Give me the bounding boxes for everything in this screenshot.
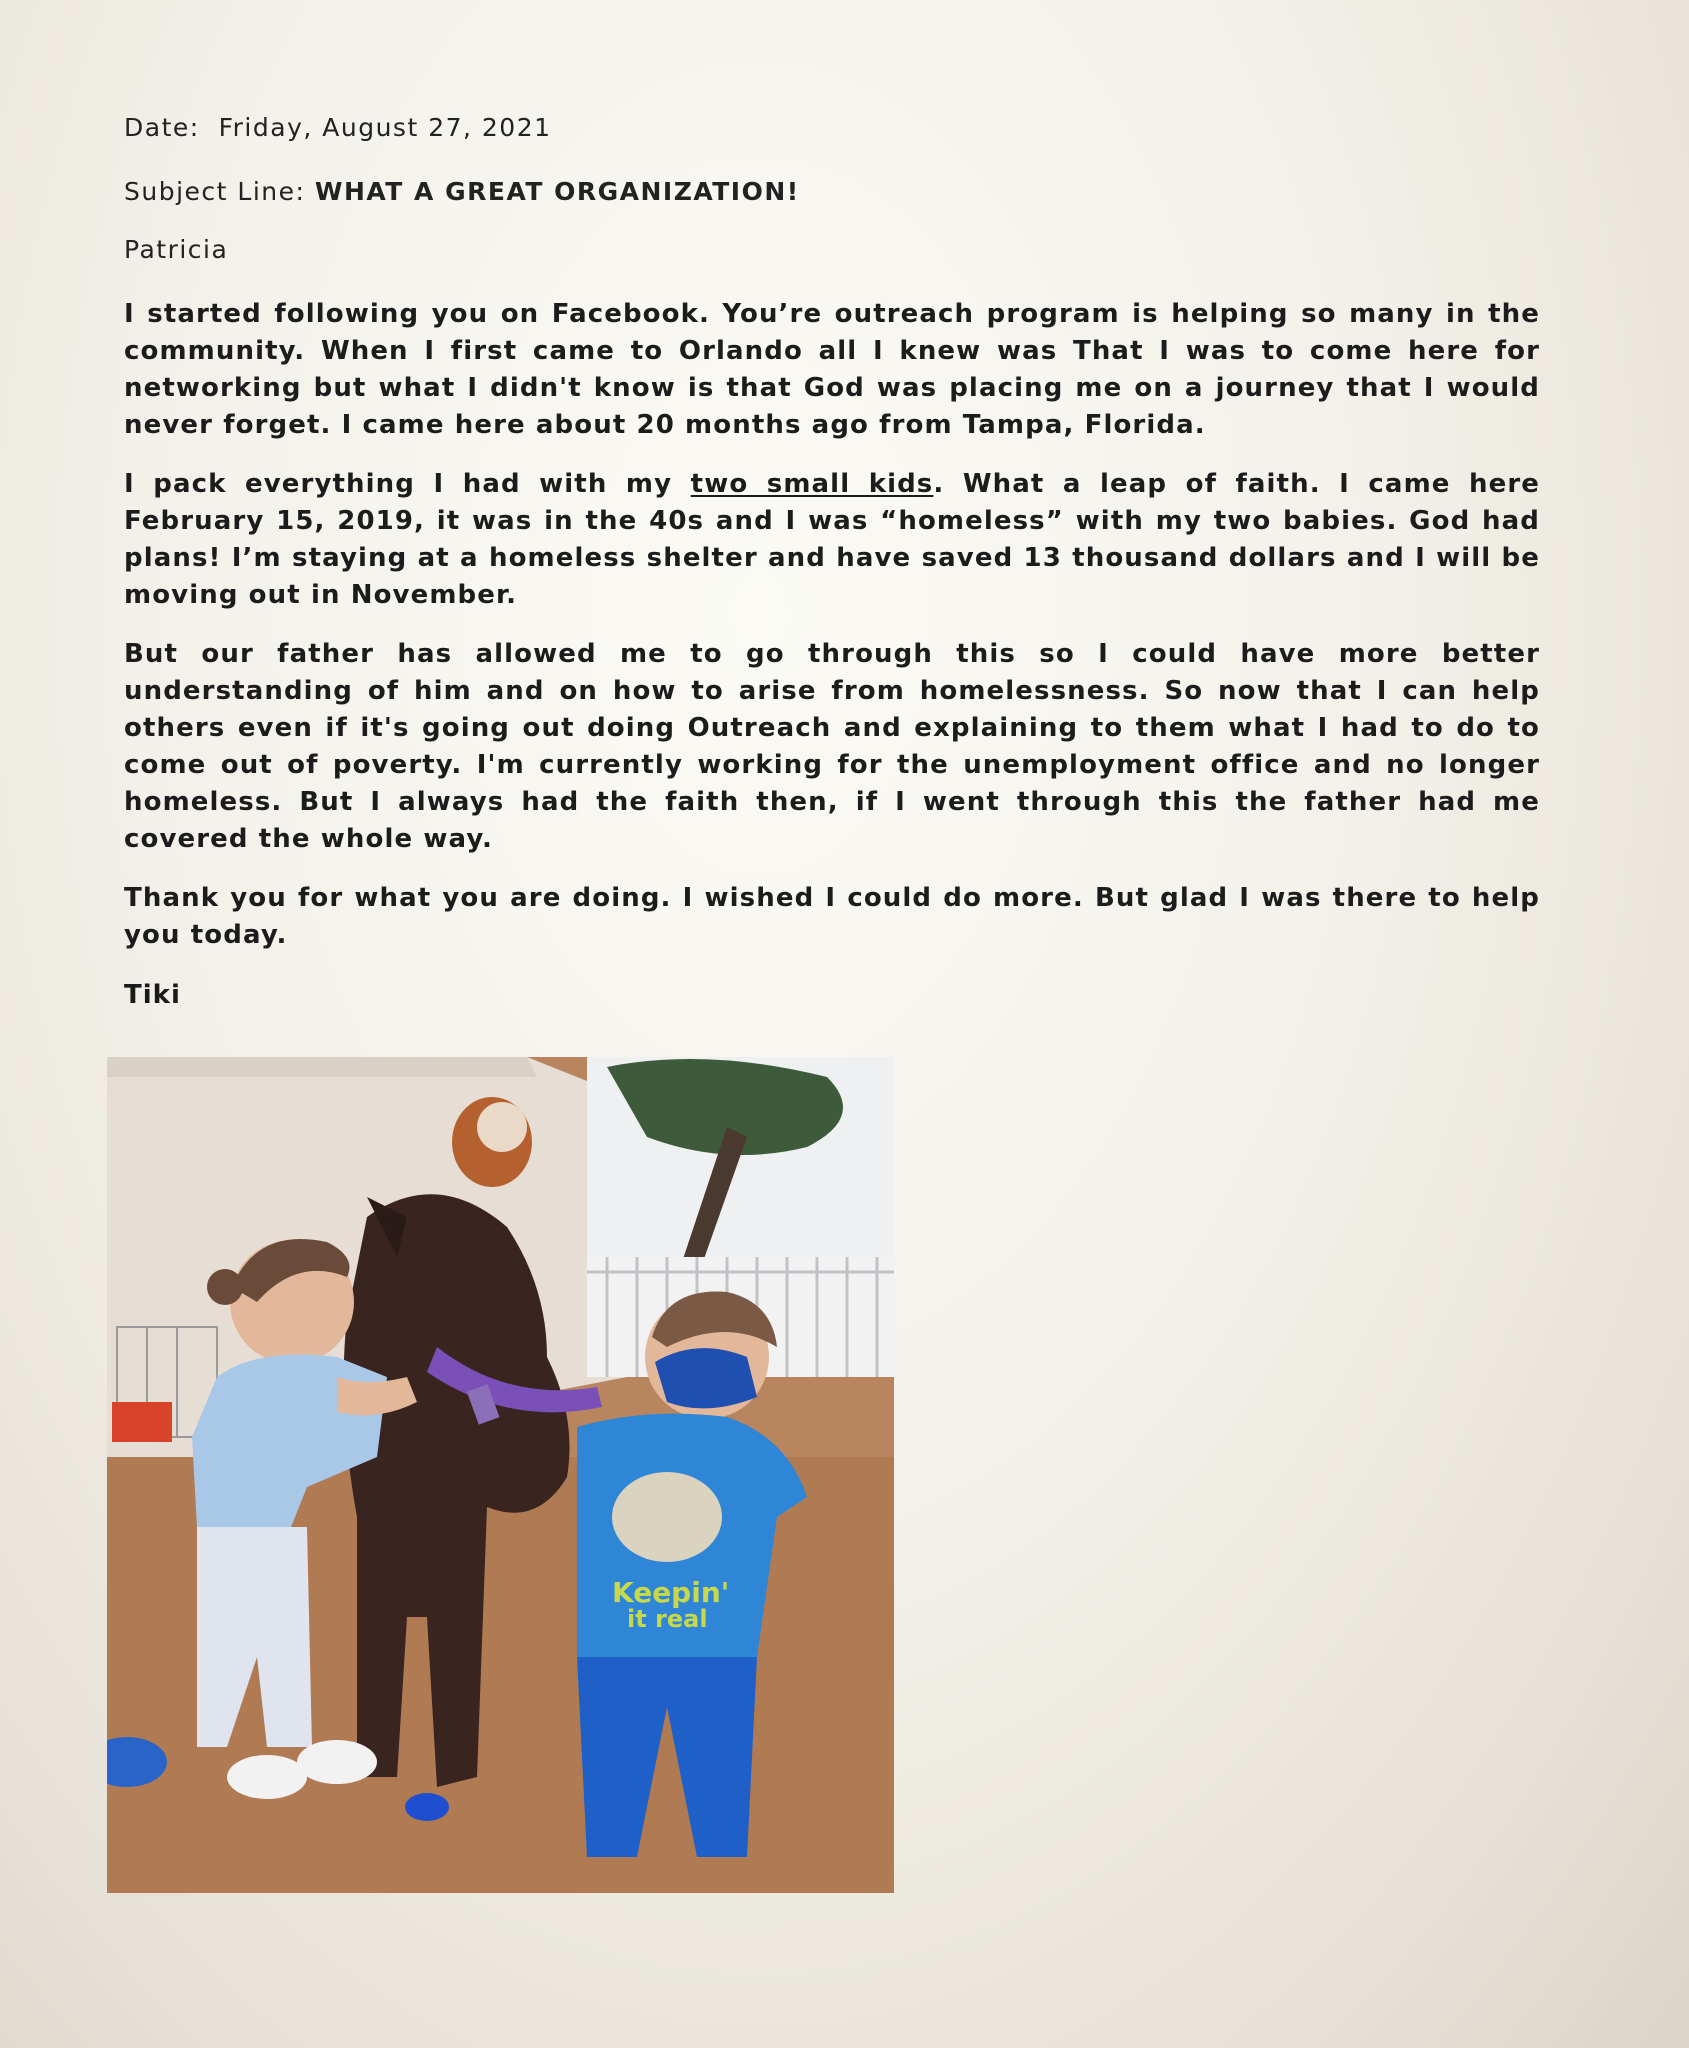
date-label: Date:: [124, 113, 200, 142]
photo-illustration: [107, 1057, 894, 1893]
photo-kids-with-pony: [107, 1057, 894, 1893]
date-line: [124, 110, 1540, 146]
paragraph-2: [124, 466, 1540, 614]
svg-text:Keepin': Keepin': [612, 1576, 730, 1609]
paragraph-2-end: . What a leap of faith. I came here February 15, 2019, it was in the 40s and I was “homeless” with my two babies. God had plans! I’m staying at a homeless shelter and have saved 13 thousand dollars and I will be moving out in November.: [124, 469, 1540, 610]
svg-text:it real: it real: [627, 1605, 708, 1633]
signature: Tiki: [124, 980, 181, 1010]
greeting: Patricia: [124, 235, 229, 264]
subject-label: Subject Line:: [124, 177, 306, 206]
underlined-phrase: two small kids: [690, 469, 934, 499]
paragraph-2-start: I pack everything I had with my: [124, 469, 691, 499]
letter: [124, 110, 1540, 1010]
subject-line: [124, 174, 1540, 210]
date-value: Friday, August 27, 2021: [218, 113, 552, 142]
subject-value: WHAT A GREAT ORGANIZATION!: [314, 177, 800, 206]
paragraph-4: Thank you for what you are doing. I wished I could do more. But glad I was there to help you today.: [124, 883, 1540, 950]
paragraph-3: But our father has allowed me to go through this so I could have more better understanding of him and on how to arise from homelessness. So now that I can help others even if it's going out doing Outreach and explaining to them what I had to do to come out of poverty. I'm currently working for the unemployment office and no longer homeless. But I always had the faith then, if I went through this the father had me covered the whole way.: [124, 639, 1540, 854]
paragraph-1: I started following you on Facebook. You’re outreach program is helping so many in the community. When I first came to Orlando all I knew was That I was to come here for networking but what I didn't know is that God was placing me on a journey that I would never forget. I came here about 20 months ago from Tampa, Florida.: [124, 299, 1540, 440]
